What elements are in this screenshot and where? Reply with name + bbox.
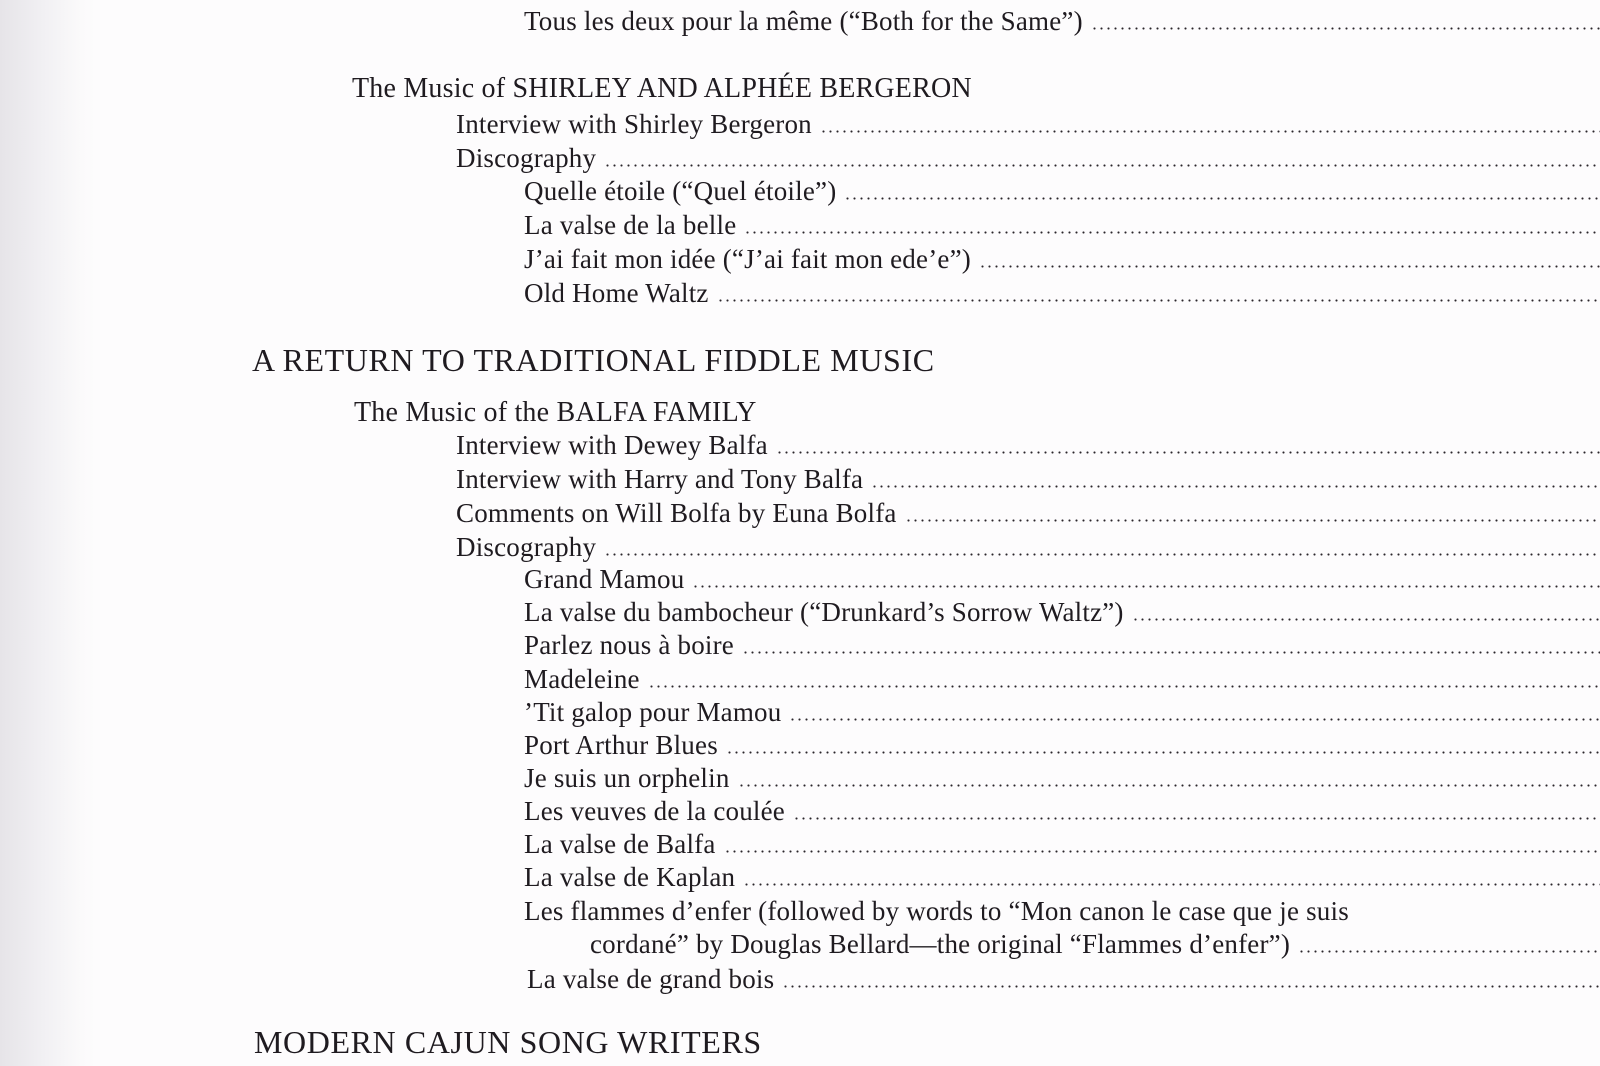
page-gutter-shadow — [0, 0, 96, 1066]
toc-entry-title: Discography — [456, 143, 597, 173]
toc-entry-title: Discography — [456, 532, 597, 562]
toc-entry — [524, 564, 1600, 594]
toc-entry — [524, 862, 1600, 892]
dot-leader — [1091, 27, 1600, 30]
dot-leader — [820, 130, 1600, 133]
dot-leader — [726, 751, 1600, 754]
toc-entry-title-line1: Les flammes d’enfer (followed by words to “Mon canon le case que je suis — [524, 896, 1349, 926]
toc-entry-title: Madeleine — [524, 664, 640, 694]
toc-entry — [527, 964, 1600, 994]
dot-leader — [844, 197, 1600, 200]
toc-entry-title: La valse de grand bois — [527, 964, 775, 994]
dot-leader — [793, 817, 1600, 820]
toc-entry-title: J’ai fait mon idée (“J’ai fait mon ede’e”) — [524, 244, 971, 274]
dot-leader — [871, 485, 1600, 488]
toc-entry-title: La valse de la belle — [524, 210, 737, 240]
dot-leader — [776, 451, 1600, 454]
toc-entry-title: Quelle étoile (“Quel étoile”) — [524, 176, 837, 206]
toc-entry-title: La valse de Balfa — [524, 829, 716, 859]
toc-entry — [456, 464, 1600, 494]
toc-entry — [524, 176, 1600, 206]
toc-entry — [524, 6, 1600, 36]
toc-entry — [456, 498, 1600, 528]
dot-leader — [743, 883, 1600, 886]
toc-entry-title: ’Tit galop pour Mamou — [524, 697, 782, 727]
toc-entry-title: Parlez nous à boire — [524, 630, 734, 660]
toc-entry — [524, 278, 1600, 308]
dot-leader — [905, 519, 1600, 522]
toc-entry-title: Port Arthur Blues — [524, 730, 718, 760]
dot-leader — [744, 231, 1600, 234]
toc-entry — [456, 430, 1600, 460]
section-heading-next: MODERN CAJUN SONG WRITERS — [254, 1024, 762, 1060]
toc-entry — [524, 597, 1600, 627]
toc-entry-title: Je suis un orphelin — [524, 763, 730, 793]
toc-group-title-bergeron: The Music of SHIRLEY AND ALPHÉE BERGERON — [352, 73, 972, 104]
toc-entry — [524, 697, 1600, 727]
toc-entry — [590, 929, 1600, 959]
toc-entry-title: Old Home Waltz — [524, 278, 709, 308]
dot-leader — [648, 685, 1600, 688]
toc-entry-title: La valse du bambocheur (“Drunkard’s Sorrow Waltz”) — [524, 597, 1124, 627]
dot-leader — [717, 299, 1600, 302]
toc-entry-title: Interview with Shirley Bergeron — [456, 109, 812, 139]
toc-entry-title: Les veuves de la coulée — [524, 796, 785, 826]
toc-entry — [524, 664, 1600, 694]
dot-leader — [1132, 618, 1600, 621]
toc-entry-title-line2: cordané” by Douglas Bellard—the original “Flammes d’enfer”) — [590, 929, 1291, 959]
toc-entry — [456, 532, 1600, 562]
dot-leader — [738, 784, 1600, 787]
toc-entry — [456, 143, 1600, 173]
toc-entry — [524, 210, 1600, 240]
dot-leader — [742, 651, 1600, 654]
dot-leader — [604, 164, 1600, 167]
toc-entry — [524, 829, 1600, 859]
toc-entry-title: Tous les deux pour la même (“Both for the Same”) — [524, 6, 1083, 36]
toc-entry-title: La valse de Kaplan — [524, 862, 736, 892]
toc-entry — [456, 109, 1600, 139]
dot-leader — [979, 265, 1600, 268]
toc-group-title-balfa: The Music of the BALFA FAMILY — [354, 397, 757, 428]
dot-leader — [1298, 950, 1600, 953]
toc-entry — [524, 763, 1600, 793]
section-heading: A RETURN TO TRADITIONAL FIDDLE MUSIC — [252, 342, 935, 378]
toc-entry-title: Interview with Harry and Tony Balfa — [456, 464, 864, 494]
dot-leader — [782, 985, 1600, 988]
toc-entry — [524, 244, 1600, 274]
toc-entry — [524, 796, 1600, 826]
toc-entry-title: Grand Mamou — [524, 564, 685, 594]
toc-entry-title: Interview with Dewey Balfa — [456, 430, 768, 460]
dot-leader — [724, 850, 1600, 853]
toc-entry — [524, 630, 1600, 660]
dot-leader — [789, 718, 1600, 721]
dot-leader — [692, 585, 1600, 588]
toc-entry-title: Comments on Will Bolfa by Euna Bolfa — [456, 498, 897, 528]
toc-entry — [524, 730, 1600, 760]
dot-leader — [604, 553, 1600, 556]
